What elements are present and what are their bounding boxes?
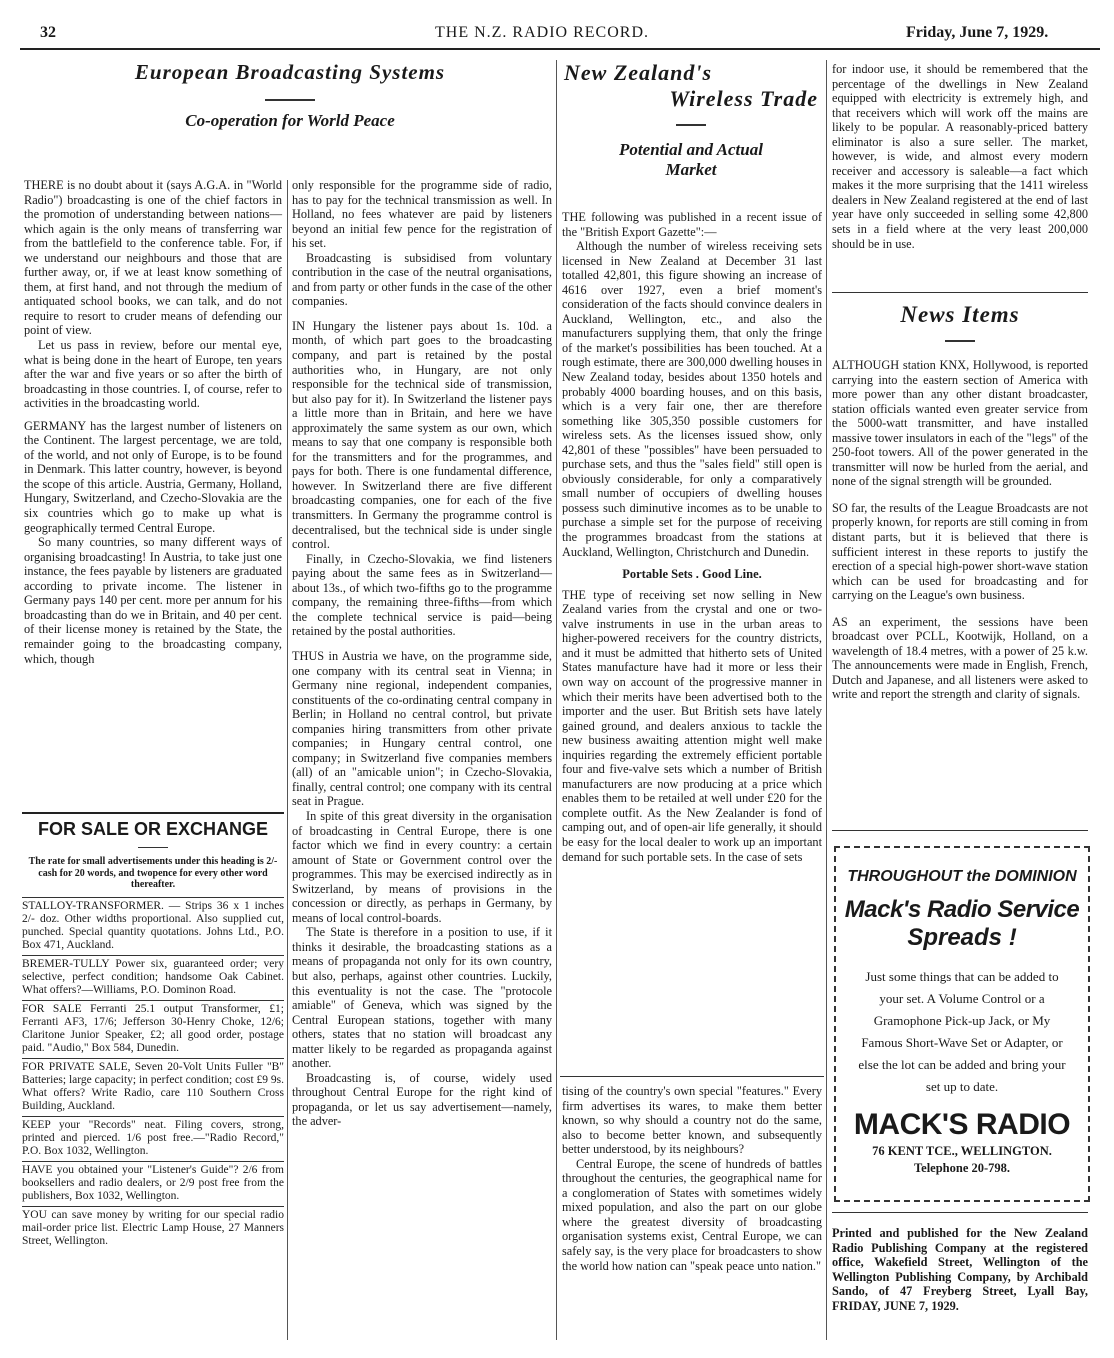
ad-line2: Mack's Radio Service bbox=[844, 896, 1080, 923]
column-divider bbox=[826, 60, 827, 1340]
paragraph: THERE is no doubt about it (says A.G.A. in "World Radio") broadcasting is one of the chief factors in the promotion of understanding between nations—which again is the only means of transferring war from the battlefield to the conference table. For, if we understand our neighbours and those that are further away, or, if we at least know something of them, at first hand, and not through the medium of antiquated school books, we can talk, and do not require to resort to cruder means of defending our point of view. bbox=[24, 178, 282, 338]
paragraph: Broadcasting is subsidised from voluntary contribution in the case of the neutral organisations, and from party or other funds in the case of the other companies. bbox=[292, 250, 552, 309]
paragraph: THE type of receiving set now selling in New Zealand varies from the crystal and one or two-valve instruments in use in the urban areas to higher-powered receivers for the country districts, and it must be admitted that hitherto sets of United States manufacture have had it more or less their own way on account of the progressive manner in which their merits have been advertised both to the importer and the user. But British sets have lately gained ground, and dealers anxious to tackle the new business awaiting attention might well make inquiries regarding the extremely efficient portable four and five-valve sets which a number of British manufacturers are now producing at a price which enables them to be retailed at well under £20 for the complete outfit. As the New Zealander is fond of camping out, and of open-air life generally, it should be easy for the local dealer to work up an important demand for such portable sets. In the case of sets bbox=[562, 587, 822, 864]
article-title: European Broadcasting Systems bbox=[134, 60, 446, 84]
imprint bbox=[832, 1226, 1088, 1313]
article1-continuation bbox=[562, 1084, 822, 1273]
article-european-headline bbox=[30, 60, 550, 131]
section-subhead: Portable Sets . Good Line. bbox=[622, 567, 762, 582]
column-divider bbox=[287, 180, 288, 1340]
paragraph: Although the number of wireless receiving sets licensed in New Zealand at December 31 last totalled 42,801, this figure showing an increase of 4616 over 1927, even a brief moment's consideration of the facts should convince dealers in Auckland, Wellington, etc., and also the manufacturers supplying them, that only the fringe of the market's possibilities has been touched. At a rough estimate, there are 300,000 dwelling houses in New Zealand today, besides about 1350 hotels and probably 4000 boarding houses, and on this basis, which is a very fair one, ther are therefore something like 305,350 possible customers for wireless sets. As the licenses issued show, only 42,801 of these "possibles" have been persuaded to purchase sets, and thus the "sales field" still open is obviously considerable, for only a comparatively small number of occupiers of dwelling houses possess such diminutive incomes as to be unable to purchase a simple set for the purpose of receiving the programmes broadcast from the stations at Auckland, Wellington, Christchurch and Dunedin. bbox=[562, 239, 822, 559]
paragraph: Broadcasting is, of course, widely used throughout Central Europe for the right kind of propaganda, or let us say advertisement—namely, the adver- bbox=[292, 1070, 552, 1129]
article1-column-2 bbox=[292, 178, 552, 1129]
article-nz-headline bbox=[560, 60, 822, 180]
ad-phone: Telephone 20-798. bbox=[913, 1161, 1011, 1175]
news-items bbox=[832, 358, 1088, 702]
paragraph: IN Hungary the listener pays about 1s. 10d. a month, of which part goes to the broadcasting company, and part is retained by the postal authorities who, in Hungary, are not only responsible for the technical side of transmission, but also pay for it). In Switzerland the listener pays a little more than in Britain, and here we have approximately the same system as our own, which means to say that one company is responsible both for the transmitters and for the programmes, and pays for both. There is one fundamental difference, however. In Switzerland there are five different broadcasting companies, one for each of the five transmitters. In Germany the programme control is decentralised, but the technical side is under single control. bbox=[292, 318, 552, 552]
paragraph: THE following was published in a recent issue of the "British Export Gazette":— bbox=[562, 210, 822, 239]
news-title: News Items bbox=[900, 302, 1020, 327]
news-item: AS an experiment, the sessions have been broadcast over PCLL, Kootwijk, Holland, on a wavelength of 18.4 metres, with a power of 25 k.w. The announcements were made in English, French, Dutch and Japanese, and all listeners were asked to write and report the strength and clarity of signals. bbox=[832, 614, 1088, 702]
paragraph: tising of the country's own special "features." Every firm advertises its wares, to make them better known, so why should a country not do the same, also to become better known, and subsequently better understood, by its neighbours? bbox=[562, 1084, 822, 1157]
classified-ad: KEEP your "Records" neat. Filing covers, strong, printed and pierced. 1/6 post free.—"Radio Record," P.O. Box 1032, Wellington. bbox=[22, 1117, 284, 1162]
paragraph: In spite of this great diversity in the organisation of broadcasting in Central Europe, there is one factor which we find in every country: a certain amount of State or Government control over the programmes. This may be exercised indirectly as in Switzerland, by means of provisions in the concession or directly, as perhaps in Germany, by means of local control-boards. bbox=[292, 808, 552, 925]
macks-radio-ad bbox=[834, 846, 1090, 1202]
article-subtitle-line2: Market bbox=[665, 160, 717, 179]
classified-ad: FOR SALE Ferranti 25.1 output Transformer, £1; Ferranti AF3, 17/6; Jefferson 30-Henry Choke, 12/6; Claritone Junior Speaker, £2; all good order, postage paid. "Audio," Box 584, Dunedin. bbox=[22, 1001, 284, 1059]
paragraph: Let us pass in review, before our mental eye, what is being done in the heart of Europe, ten years after the war and five years or so after the birth of broadcasting in those countries. I, of course, refer to activities in the broadcasting world. bbox=[24, 338, 282, 411]
classified-rate: The rate for small advertisements under this heading is 2/- cash for 20 words, and twopence for every other word thereafter. bbox=[22, 856, 284, 898]
continuation-rule bbox=[560, 1076, 824, 1077]
article-title-line1: New Zealand's bbox=[564, 60, 713, 85]
column-divider bbox=[556, 60, 557, 1340]
imprint-text: Printed and published for the New Zealand Radio Publishing Company at the registered office, Wakefield Street, Wellington of the Wellington Publishing Company, by Archibald Sando, of 47 Freyberg Street, Lyall Bay, FRIDAY, JUNE 7, 1929. bbox=[832, 1226, 1088, 1313]
paragraph: for indoor use, it should be remembered that the percentage of the dwellings in New Zealand equipped with electricity is extremely high, and that receivers which will work off the mains are likely to be popular. A reasonably-priced battery eliminator is also a sure seller. The market, however, is wide, and almost every modern receiver and accessory is saleable—a fact which makes it the more surprising that the 1411 wireless dealers in New Zealand registered at the end of last year have only succeeded in selling some 42,800 sets in a field where at the very least 200,000 should be in use. bbox=[832, 62, 1088, 251]
news-item: ALTHOUGH station KNX, Hollywood, is reported carrying into the eastern section of America with more power than any other distant broadcaster, station officials wanted even greater service from the 5000-watt transmitter, and have installed massive tower insulators in each of the "legs" of the 250-foot towers. All of the power generated in the transmitter will now be hurled from the aerial, and none of the signal strength will be grounded. bbox=[832, 358, 1088, 489]
classified-ad: YOU can save money by writing for our special radio mail-order price list. Electric Lamp House, 27 Manners Street, Wellington. bbox=[22, 1208, 284, 1247]
paragraph: The State is therefore in a position to use, if it thinks it desirable, the broadcasting stations as a means of propaganda not only for its own country, but also, perhaps, against other countries. Luckily, this eventuality is not the case. The "protocole amiable" of Geneva, which was signed by the Central European stations, together with many others, states that no station will broadcast any matter likely to be regarded as propaganda against another. bbox=[292, 925, 552, 1071]
page-header bbox=[30, 24, 1090, 46]
title-rule bbox=[265, 99, 315, 101]
paragraph: Finally, in Czecho-Slovakia, we find listeners paying about the same fees as in Switzerland—about 13s., of which two-fifths go to the programme company, the remaining three-fifths—from which the complete technical service is paid—being retained by the postal authorities. bbox=[292, 551, 552, 639]
article-title-line2: Wireless Trade bbox=[669, 86, 818, 111]
paragraph: Central Europe, the scene of hundreds of battles throughout the centuries, the geographical name for a conglomeration of States with sometimes widely mixed population, and also the part on our globe where the greatest diversity of broadcasting organisation systems exist, Central Europe, we can safely say, is the very place for broadcasters to show the world how nation can "speak peace unto nation." bbox=[562, 1156, 822, 1273]
news-headline bbox=[832, 302, 1088, 354]
classified-ad: BREMER-TULLY Power six, guaranteed order; very selective, perfect condition; handsome Oak Cabinet. What offers?—Williams, P.O. Dominon Road. bbox=[22, 956, 284, 1001]
article2-column-4 bbox=[832, 62, 1088, 251]
article-subtitle: Co-operation for World Peace bbox=[185, 111, 395, 130]
classified-ad: HAVE you obtained your "Listener's Guide"? 2/6 from booksellers and radio dealers, or 2/9 post free from the publishers, Box 1032, Wellington. bbox=[22, 1162, 284, 1207]
paragraph: only responsible for the programme side of radio, has to pay for the technical transmission as well. In Holland, no fees whatever are paid by listeners beyond an initial few pence for the registration of his set. bbox=[292, 178, 552, 251]
paragraph: GERMANY has the largest number of listeners on the Continent. The largest percentage, we are told, of the world, and not only of Europe, is to be found in Denmark. This latter country, however, is beyond the scope of this article. Austria, Germany, Holland, Hungary, Switzerland, and Czecho-Slovakia are the six countries which go to make up what is geographically termed Central Europe. bbox=[24, 418, 282, 535]
classified-title: FOR SALE OR EXCHANGE bbox=[37, 819, 269, 839]
ad-company: MACK'S RADIO bbox=[853, 1108, 1071, 1141]
classified-ad: STALLOY-TRANSFORMER. — Strips 36 x 1 inches 2/- doz. Other widths proportional. Also supplied cut, punched. Special quantity quotations. Johns Ltd., P.O. Box 471, Auckland. bbox=[22, 898, 284, 956]
article2-column-3 bbox=[562, 210, 822, 864]
classified-ad: FOR PRIVATE SALE, Seven 20-Volt Units Fuller "B" Batteries; large capacity; in perfect condition; cost £9 9s. What offers? Write Radio, care 110 Southern Cross Building, Auckland. bbox=[22, 1059, 284, 1117]
paragraph: THUS in Austria we have, on the programme side, one company with its central seat in Vienna; in Germany nine regional, independent companies, constituents of the co-ordinating central company in Berlin; in Holland no central control, but private companies hiring transmitters from other private companies; in Hungary central control, one company; in Switzerland five companies members (all) of an "amicable union"; in Czecho-Slovakia, finally, central control; one company with its central seat in Prague. bbox=[292, 648, 552, 809]
paragraph: So many countries, so many different ways of organising broadcasting! In Austria, to take just one instance, the fees payable by listeners are graduated according to private income. The listener in Germany pays 140 per cent. more per annum for his broadcasting than do we in Britain, and 40 per cent. of their license money is retained by the State, the remainder going to the broadcasting company, which, though bbox=[24, 535, 282, 666]
newspaper-name: THE N.Z. RADIO RECORD. bbox=[435, 24, 649, 41]
issue-date: Friday, June 7, 1929. bbox=[906, 24, 1049, 41]
classified-section bbox=[22, 812, 284, 1251]
news-item: SO far, the results of the League Broadcasts are not properly known, for reports are still coming in from distant parts, but it is believed that there is sufficient interest in these reports to justify the erection of a special high-power short-wave station which can be used for broadcasting and for carrying on the League's own business. bbox=[832, 500, 1088, 603]
header-rule bbox=[20, 48, 1100, 50]
page-number: 32 bbox=[40, 24, 56, 41]
ad-body: Just some things that can be added to your set. A Volume Control or a Gramophone Pick-up Jack, or My Famous Short-Wave Set or Adapter, or else the lot can be added and bring your set up to date. bbox=[858, 969, 1066, 1094]
article1-column-1 bbox=[24, 178, 282, 666]
article-subtitle-line1: Potential and Actual bbox=[619, 140, 763, 159]
ad-line1: THROUGHOUT the DOMINION bbox=[847, 868, 1077, 885]
ad-line3: Spreads ! bbox=[907, 924, 1017, 951]
imprint-rule bbox=[832, 1212, 1088, 1213]
ad-rule bbox=[832, 830, 1088, 831]
news-rule bbox=[832, 292, 1088, 293]
ad-address: 76 KENT TCE., WELLINGTON. bbox=[872, 1144, 1052, 1158]
